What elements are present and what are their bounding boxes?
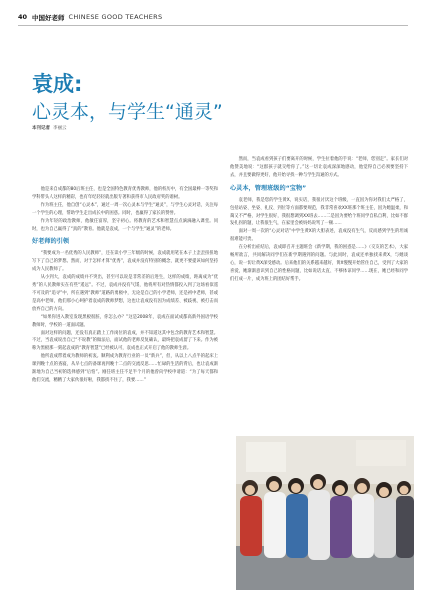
title-subtitle: 心灵本，与学生“通灵” [32, 101, 223, 123]
byline [32, 125, 67, 131]
group-photo-image [236, 436, 414, 590]
page-header [18, 10, 408, 24]
header-divider [18, 25, 408, 26]
byline-reporter: 本刊记者 [32, 126, 50, 131]
magazine-name-cn: 中国好老师 [32, 13, 65, 22]
article-title [32, 72, 332, 125]
right-column [230, 156, 408, 284]
title-name: 袁成: [32, 72, 83, 96]
paragraph: 面对一周一次的“心灵对话”中学生黄X的大胆表述，袁成没有生气，反而感到学生的坦诚很难能可贵。 [230, 229, 408, 243]
paragraph: 他所袁成带着成为教师的初衷。顺利成为教育行业的一员“新兵”，但，从以上八点半的起床上课到晚十点的查寝，从早七点的备课再到晚十二点的交流反思……忙碌的生活的背后，也让袁成渐渐地为自己当初的选择感到“后怕”。刚任班主任不足半个月的他曾向学校申请道：“为了每天都和他们交流，精精了大家伙很好啦，我都找不住了，我要……” [32, 354, 218, 383]
paragraph: “如果你进入教室发现黑板很脏，你怎么办？”这是2008年，袁成在面试成都高新外国语学校教师时，学校的一道面试题。 [32, 314, 218, 328]
section-heading [230, 185, 408, 193]
paragraph: 作为班主任，他自创“心灵本”，通过一周一次心灵本与学生“通灵”，与学生心灵对话，关注每一个学生的心理，帮助学生走出成长中的困惑。同时，也赢得了家长的赞誉。 [32, 202, 218, 216]
paragraph: 他是来自成都的80后班主任，也是全国特色教育优秀教师，他的校历中，有全国最棒一等奖和学科带头人这样的精彩，也有年纪轻轻就出版专著和获得市人民政府奖的谱树。 [32, 187, 218, 200]
paragraph: 面对这样的问题，还没有真正踏上工作岗位的袁成，并不知道这其中包含的教育艺术和智慧。不过，当袁成说出自己“不说教”的做法后，面试他的老师反复确认，最终把袁成留了下来。作为被称为黑板那一刻起袁成的“教育智慧”已经被认可，袁成也正式开启了他的教师生涯。 [32, 330, 218, 352]
magazine-name-en: CHINESE GOOD TEACHERS [68, 13, 163, 21]
paragraph: 袁老师，我是您的学生黄X，说实话，我很讨厌这个班级，一直因为你对我们太严格了，包括站姿、坐姿、礼仪、到位等方面都要规范，我非常喜欢XX班那个班主任，因为她温柔，和蔼又不严格，对学生很好，我很想调到XX班去……二是因为要给个班同学自私自利，比如不群发扎拐的题，让我很生气，在家里会被妈妈说骂了一顿…… [230, 197, 408, 227]
group-photo [236, 436, 414, 590]
section-heading: 好老师的引领 [32, 238, 70, 246]
paragraph: “我要成为一名优秀的人民教师”，还在读小学三年级的时候，袁成就用笔在本子上歪歪扭扭地写下了自己的梦想。然而，对于怎样才算“优秀”，袁成并没有特别的概念，就更不要提该如何坚持成为人民教师了。 [32, 251, 218, 273]
page-number: 40 [18, 13, 28, 21]
section-heading-quote: “宝物” [285, 184, 307, 192]
section-heading-text: 心灵本，管理班级的 [230, 184, 286, 192]
left-column [32, 186, 218, 385]
paragraph: 作为年轻的政治教师，他敏任富厚，坚守初心。将教育的艺术和智慧点点滴滴融入课堂。同时，也为自己赢得了“真的”教育。他就是袁成，一个与学生“通灵”的老师。 [32, 218, 218, 232]
paragraph: 在分析出症结后，袁成即召开主题班会《新学期，我的困惑是……》（交友的艺术），大家畅所欲言，共同解决同学们在新学期遇到的问题。与此同时，袁成还单独找来黄X，与她谈心，说一切让黄X深受感动。后来他们的关系越来越好，黄X慢慢开始管住自己，受到了大家的喜爱，她渐渐意识到自己的性格问题，比如说话太直、不够体谅同学……现在，她已经和同学们打成一片，成为班上的团结好帮手。 [230, 245, 408, 282]
byline-name: 李丽云 [53, 126, 67, 131]
paragraph: 从小到大，袁成的成绩并不突出，甚至可以说是非常差的后进生，这样的成绩，距离成为“优秀”的人民教师实在有些“遥远”。不过，袁成并没有气馁，他将所有对热情都投入到了这场看似遥不可及的“追寻”中，所在遇到“教师”道路的勇极中，无论是自己的小学老师，还是初中老师，甚或是高中老师，他们那小心呵护着袁成的教师梦想，这也让袁成没有因为成绩差、被歧视、被打击而放弃自己的方向。 [32, 275, 218, 312]
paragraph: 然而，当袁成看到孩子们要离开的时候，学生拉着他的手说：“老师，您别走”。家长们对他赞美地说：“这群孩子就交给你了。”这一切让袁成深深地感动，他觉得自己必须要坚持下去，并且要做得更好，他开始寻找一种与学生沟通的方式。 [230, 157, 408, 178]
